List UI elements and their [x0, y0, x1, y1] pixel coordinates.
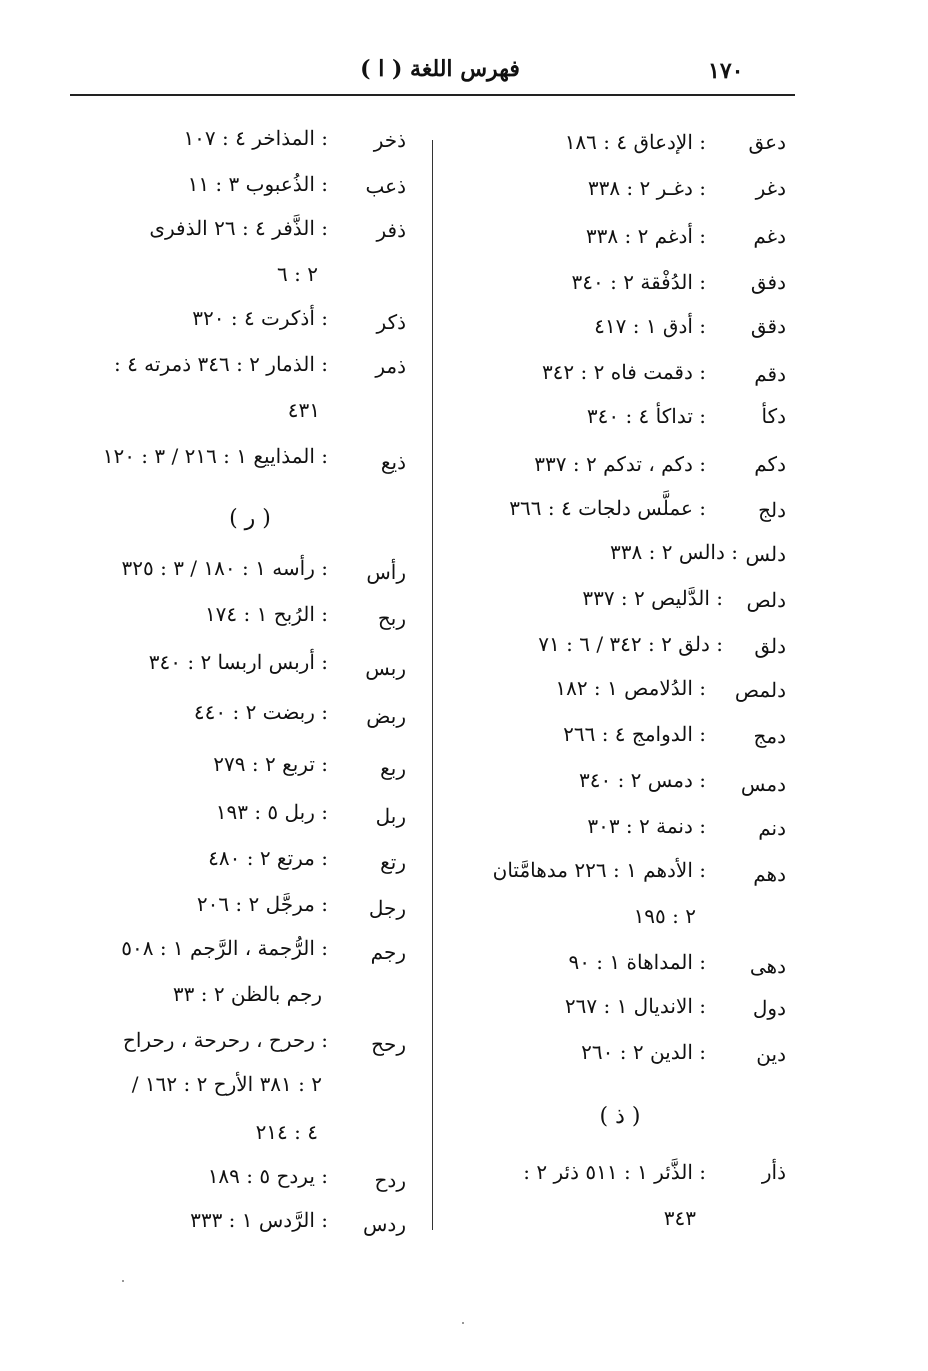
- root-word: رأس: [366, 560, 406, 584]
- root-word: ربع: [380, 756, 406, 780]
- entry-definition: : أذكرت ٤ : ٣٢٠: [192, 306, 328, 330]
- root-word: ذيع: [380, 450, 406, 474]
- root-word: دغر: [755, 176, 786, 200]
- entry-continuation: ٣٤٣: [663, 1206, 696, 1230]
- entry-continuation: ٤٣١: [287, 398, 320, 422]
- entry-definition: : مرجَّل ٢ : ٢٠٦: [196, 892, 328, 916]
- entry-definition: : مرتع ٢ : ٤٨٠: [208, 846, 328, 870]
- root-word: ذخر: [373, 128, 406, 152]
- root-word: دقق: [750, 314, 786, 338]
- entry-definition: : دالس ٢ : ٣٣٨: [610, 540, 738, 564]
- entry-definition: : ربل ٥ : ١٩٣: [215, 800, 328, 824]
- root-word: ذعب: [365, 174, 406, 198]
- root-word: رحح: [371, 1032, 406, 1056]
- entry-definition: : دلق ٢ : ٣٤٢ / ٦ : ٧١: [538, 632, 723, 656]
- root-word: دين: [756, 1042, 786, 1066]
- root-word: دفق: [750, 270, 786, 294]
- entry-definition: : ربضت ٢ : ٤٤٠: [193, 700, 328, 724]
- entry-definition: : الرُبح ١ : ١٧٤: [204, 602, 328, 626]
- header-rule: [70, 94, 795, 96]
- entry-definition: : تداكأ ٤ : ٣٤٠: [586, 404, 706, 428]
- root-word: دكأ: [761, 404, 786, 428]
- root-word: دلج: [758, 498, 786, 522]
- entry-definition: : الرُّجمة ، الرَّجم ١ : ٥٠٨: [121, 936, 328, 960]
- entry-definition: : دنمة ٢ : ٣٠٣: [587, 814, 706, 838]
- entry-definition: : الذُعبوب ٣ : ١١: [187, 172, 328, 196]
- entry-definition: : الدوامج ٤ : ٢٦٦: [563, 722, 706, 746]
- root-word: دنم: [758, 816, 786, 840]
- entry-definition: : عملَّس دلجات ٤ : ٣٦٦: [509, 496, 706, 520]
- root-word: ربس: [365, 656, 406, 680]
- root-word: ذمر: [375, 354, 406, 378]
- section-heading: ( ذ ): [599, 1104, 641, 1129]
- entry-definition: : دمس ٢ : ٣٤٠: [578, 768, 706, 792]
- root-word: دلق: [754, 634, 786, 658]
- entry-definition: : المذاييع ١ : ٢١٦ / ٣ : ١٢٠: [102, 444, 328, 468]
- entry-definition: : رحرح ، رحرحة ، رحراح: [122, 1028, 328, 1052]
- root-word: دقم: [754, 362, 786, 386]
- column-divider: [432, 140, 433, 1230]
- entry-definition: : تربع ٢ : ٢٧٩: [213, 752, 328, 776]
- entry-continuation: ٤ : ٢١٤: [255, 1120, 318, 1144]
- root-word: دكم: [754, 452, 786, 476]
- root-word: دمس: [740, 772, 786, 796]
- entry-definition: : الدُلامص ١ : ١٨٢: [555, 676, 706, 700]
- root-word: دلس: [745, 542, 786, 566]
- root-word: ربح: [377, 606, 406, 630]
- root-word: ذفر: [376, 218, 406, 242]
- root-word: دلمص: [734, 678, 786, 702]
- root-word: رجم: [370, 940, 406, 964]
- root-word: دهى: [749, 954, 786, 978]
- print-speck: [462, 1322, 464, 1324]
- entry-definition: : الأدهم ١ : ٢٢٦ مدهامَّتان: [492, 858, 706, 882]
- entry-definition: : الإدعاق ٤ : ١٨٦: [564, 130, 706, 154]
- print-speck: [122, 1280, 124, 1282]
- entry-definition: : الانديال ١ : ٢٦٧: [564, 994, 706, 1018]
- entry-continuation: رجم بالظن ٢ : ٣٣: [172, 982, 322, 1006]
- entry-definition: : رأسه ١ : ١٨٠ / ٣ : ٣٢٥: [121, 556, 328, 580]
- entry-definition: : المداهاة ١ : ٩٠: [568, 950, 706, 974]
- root-word: دغم: [753, 224, 786, 248]
- entry-definition: : المذاخر ٤ : ١٠٧: [183, 126, 328, 150]
- root-word: ربل: [375, 804, 406, 828]
- entry-definition: : دقمت فاه ٢ : ٣٤٢: [541, 360, 706, 384]
- entry-continuation: ٢ : ١٩٥: [633, 904, 696, 928]
- root-word: ردس: [363, 1212, 406, 1236]
- entry-definition: : أربس اربسا ٢ : ٣٤٠: [148, 650, 328, 674]
- entry-definition: : الدُفْقة ٢ : ٣٤٠: [571, 270, 706, 294]
- root-word: دول: [752, 996, 786, 1020]
- entry-definition: : الذَّئر ١ : ٥١١ ذئر ٢ :: [523, 1160, 706, 1184]
- root-word: دعق: [748, 130, 786, 154]
- page-title: فهرس اللغة ( ا ): [360, 56, 520, 82]
- page-number: ١٧٠: [708, 58, 744, 84]
- entry-definition: : يردح ٥ : ١٨٩: [207, 1164, 328, 1188]
- root-word: دمج: [753, 724, 786, 748]
- entry-definition: : الذَّفر ٤ : ٢٦ الذفرى: [149, 216, 328, 240]
- entry-definition: : دغـر ٢ : ٣٣٨: [587, 176, 706, 200]
- root-word: رجل: [368, 896, 406, 920]
- root-word: دلص: [746, 588, 786, 612]
- root-word: ربض: [366, 704, 406, 728]
- entry-definition: : أدق ١ : ٤١٧: [594, 314, 706, 338]
- section-heading: ( ر ): [229, 506, 271, 531]
- entry-definition: : الدَّليص ٢ : ٣٣٧: [582, 586, 723, 610]
- root-word: دهم: [753, 862, 786, 886]
- root-word: ردح: [374, 1168, 406, 1192]
- entry-definition: : الرَّدس ١ : ٣٣٣: [190, 1208, 328, 1232]
- entry-definition: : الدين ٢ : ٢٦٠: [581, 1040, 706, 1064]
- root-word: ذكر: [376, 310, 406, 334]
- entry-definition: : دكم ، تدكم ٢ : ٣٣٧: [534, 452, 706, 476]
- entry-definition: : الذمار ٢ : ٣٤٦ ذمرته ٤ :: [113, 352, 328, 376]
- entry-definition: : أدغم ٢ : ٣٣٨: [585, 224, 706, 248]
- root-word: ذأر: [761, 1160, 786, 1184]
- entry-continuation: ٢ : ٣٨١ الأرح ٢ : ١٦٢ /: [131, 1072, 322, 1096]
- entry-continuation: ٢ : ٦: [277, 262, 318, 286]
- root-word: رتع: [380, 850, 406, 874]
